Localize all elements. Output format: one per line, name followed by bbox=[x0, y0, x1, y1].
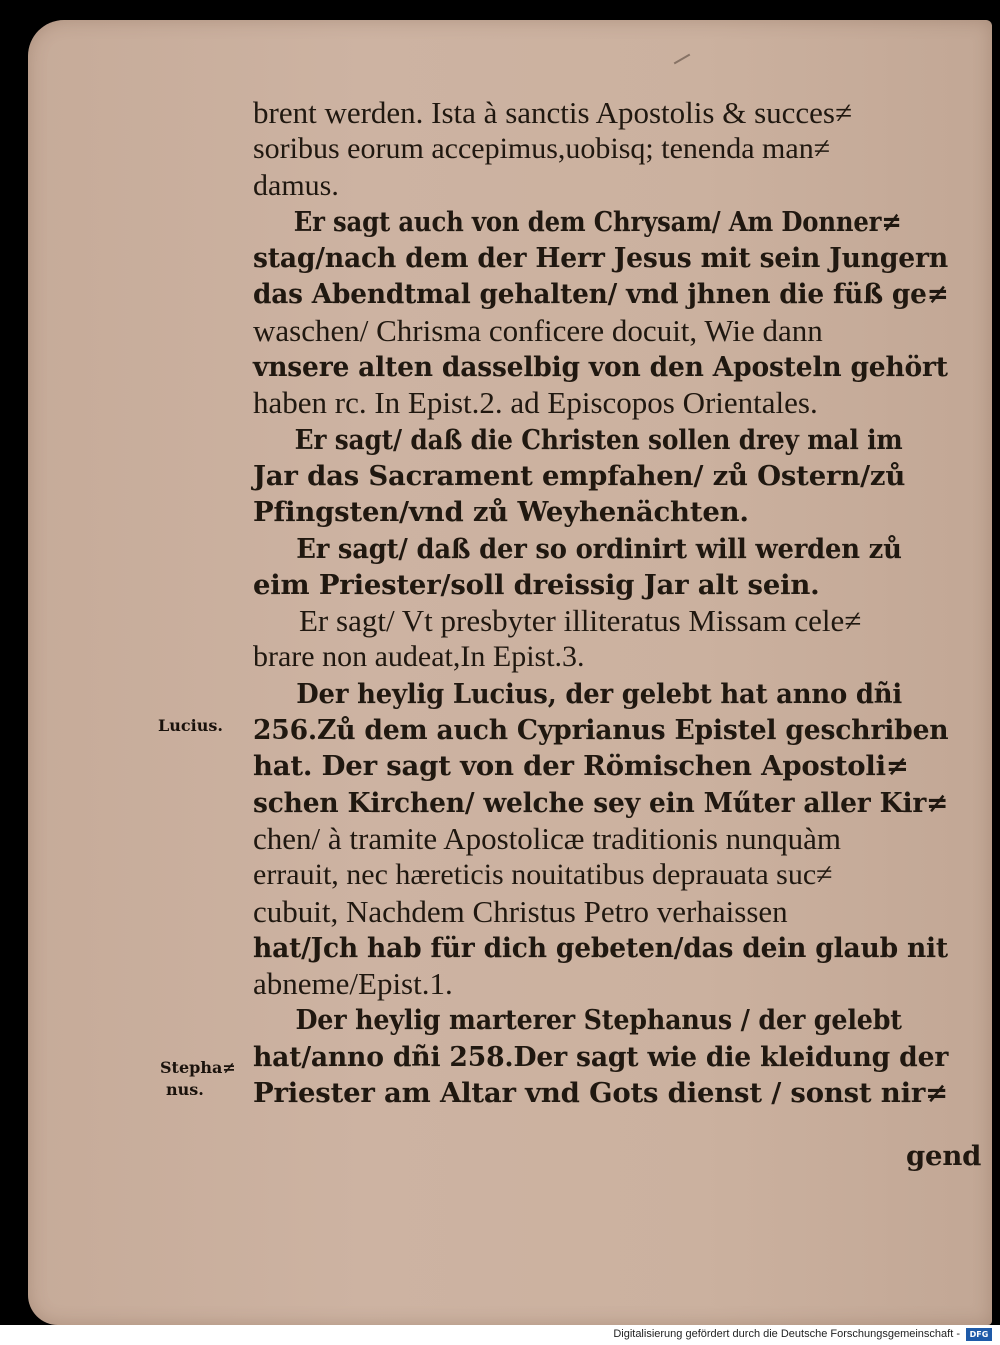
text-line: chen/ à tramite Apostolicæ traditionis nunquàm bbox=[253, 820, 842, 856]
text-line: errauit, nec hæreticis nouitatibus deprauata suc≠ bbox=[253, 858, 833, 892]
text-line: damus. bbox=[253, 168, 339, 202]
footer-credit-text: Digitalisierung gefördert durch die Deutsche Forschungsgemeinschaft - bbox=[613, 1328, 960, 1340]
page-mark bbox=[674, 54, 691, 65]
text-line: hat. Der sagt von der Römischen Apostoli≠ bbox=[253, 750, 909, 783]
text-line: stag/nach dem der Herr Jesus mit sein Jungern bbox=[253, 242, 948, 275]
margin-note-stephanus-1: Stepha≠ bbox=[160, 1058, 236, 1077]
text-line: haben rc. In Epist.2. ad Episcopos Orientales. bbox=[253, 385, 818, 421]
text-line: Er sagt/ daß die Christen sollen drey mal im bbox=[294, 423, 903, 456]
text-line: Pfingsten/vnd zů Weyhenächten. bbox=[253, 496, 749, 529]
text-line: hat/anno dñi 258.Der sagt wie die kleidung der bbox=[253, 1040, 949, 1073]
catchword: gend bbox=[906, 1140, 982, 1172]
text-line: Er sagt auch von dem Chrysam/ Am Donner≠ bbox=[293, 205, 902, 238]
text-line: Jar das Sacrament empfahen/ zů Ostern/zů bbox=[253, 459, 906, 492]
text-line: Der heylig marterer Stephanus / der gelebt bbox=[295, 1004, 902, 1037]
margin-note-stephanus-2: nus. bbox=[166, 1080, 204, 1099]
text-line: cubuit, Nachdem Christus Petro verhaissen bbox=[253, 893, 788, 929]
text-line: schen Kirchen/ welche sey ein Műter aller Kir≠ bbox=[253, 786, 949, 819]
text-line: waschen/ Chrisma conficere docuit, Wie dann bbox=[253, 312, 823, 348]
dfg-logo-icon: DFG bbox=[966, 1328, 992, 1341]
margin-note-lucius: Lucius. bbox=[158, 716, 223, 735]
text-line: Er sagt/ daß der so ordinirt will werden zů bbox=[296, 532, 902, 565]
text-line: soribus eorum accepimus,uobisq; tenenda man≠ bbox=[253, 132, 831, 166]
text-line: 256.Zů dem auch Cyprianus Epistel geschriben bbox=[253, 714, 949, 747]
text-line: brare non audeat,In Epist.3. bbox=[253, 640, 585, 674]
text-line: vnsere alten dasselbig von den Aposteln gehört bbox=[253, 351, 948, 384]
text-line: das Abendtmal gehalten/ vnd jhnen die füß ge≠ bbox=[253, 278, 949, 311]
text-line: abneme/Epist.1. bbox=[253, 966, 453, 1002]
text-line: brent werden. Ista à sanctis Apostolis & succes≠ bbox=[253, 95, 852, 130]
text-line: eim Priester/soll dreissig Jar alt sein. bbox=[253, 568, 820, 601]
text-line: hat/Jch hab für dich gebeten/das dein glaub nit bbox=[253, 931, 948, 964]
text-line: Der heylig Lucius, der gelebt hat anno dñi bbox=[296, 677, 903, 710]
text-line: Priester am Altar vnd Gots dienst / sonst nir≠ bbox=[253, 1077, 948, 1110]
text-block bbox=[253, 95, 953, 1111]
footer-bar bbox=[0, 1325, 1000, 1345]
text-line: Er sagt/ Vt presbyter illiteratus Missam cele≠ bbox=[299, 603, 862, 639]
